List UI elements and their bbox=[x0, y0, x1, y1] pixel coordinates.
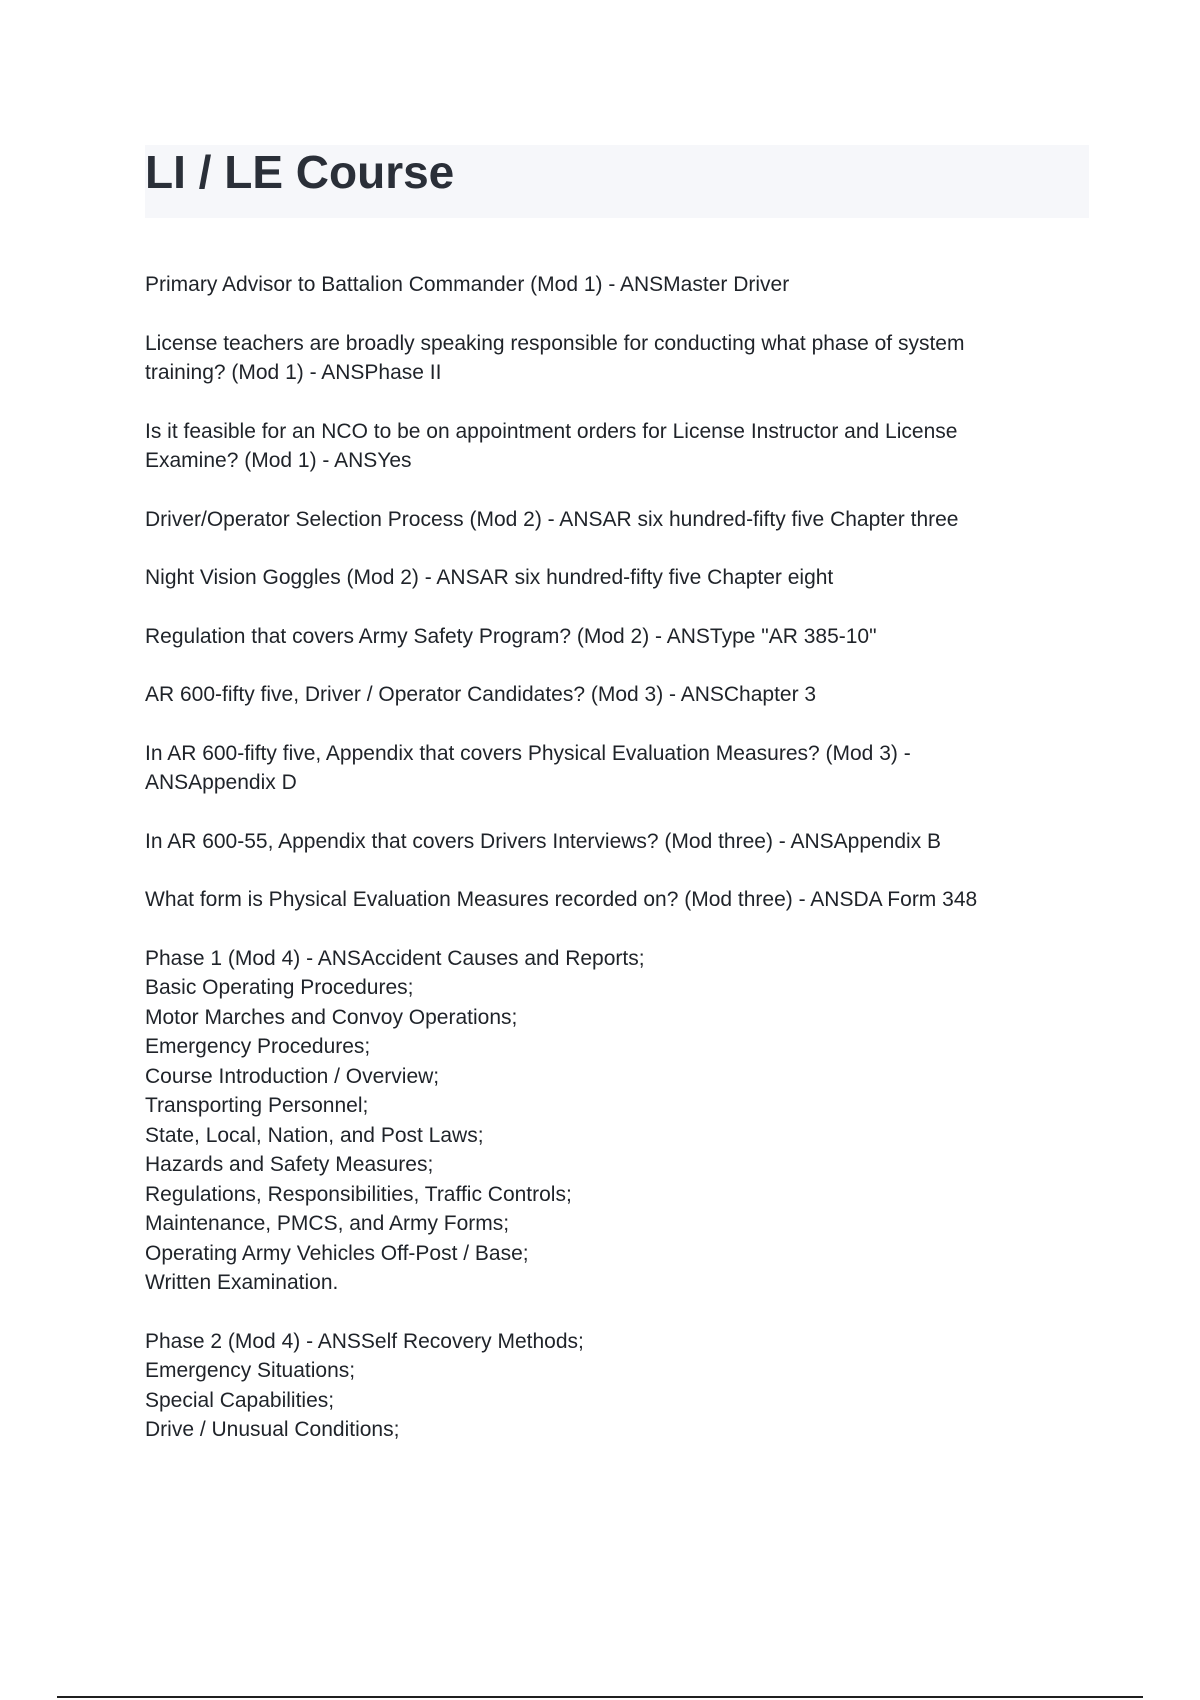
phase-2-line: Drive / Unusual Conditions; bbox=[145, 1418, 400, 1441]
phase-1-line: Course Introduction / Overview; bbox=[145, 1064, 440, 1088]
bottom-rule bbox=[57, 1696, 1143, 1698]
phase-1-line: Transporting Personnel; bbox=[145, 1094, 369, 1117]
qa-item: License teachers are broadly speaking responsible for conducting what phase of system training? (Mod 1) - ANSPhase II bbox=[145, 331, 965, 384]
qa-item: In AR 600-fifty five, Appendix that covers Physical Evaluation Measures? (Mod 3) - ANSAppendix D bbox=[145, 741, 911, 794]
phase-2-line: Emergency Situations; bbox=[145, 1359, 356, 1382]
qa-item: Night Vision Goggles (Mod 2) - ANSAR six hundred-fifty five Chapter eight bbox=[145, 566, 834, 589]
phase-1-line: State, Local, Nation, and Post Laws; bbox=[145, 1123, 484, 1147]
qa-item-phase-1 bbox=[145, 944, 1045, 1298]
qa-item: Primary Advisor to Battalion Commander (Mod 1) - ANSMaster Driver bbox=[145, 273, 790, 296]
qa-item: Driver/Operator Selection Process (Mod 2) - ANSAR six hundred-fifty five Chapter three bbox=[145, 507, 959, 531]
phase-1-line: Motor Marches and Convoy Operations; bbox=[145, 1005, 518, 1029]
page-title: LI / LE Course bbox=[145, 146, 455, 198]
qa-item: Is it feasible for an NCO to be on appointment orders for License Instructor and License Examine? (Mod 1) - ANSYes bbox=[145, 419, 958, 472]
phase-1-line: Written Examination. bbox=[145, 1271, 339, 1294]
qa-list bbox=[145, 270, 1045, 1474]
qa-item-phase-2 bbox=[145, 1327, 1045, 1445]
phase-2-line: Phase 2 (Mod 4) - ANSSelf Recovery Methods; bbox=[145, 1329, 584, 1353]
phase-1-line: Regulations, Responsibilities, Traffic Controls; bbox=[145, 1182, 572, 1206]
phase-1-line: Basic Operating Procedures; bbox=[145, 976, 414, 999]
phase-1-line: Emergency Procedures; bbox=[145, 1035, 371, 1058]
phase-2-line: Special Capabilities; bbox=[145, 1388, 335, 1412]
qa-item: What form is Physical Evaluation Measures recorded on? (Mod three) - ANSDA Form 348 bbox=[145, 888, 978, 911]
phase-1-line: Maintenance, PMCS, and Army Forms; bbox=[145, 1212, 510, 1235]
phase-1-line: Hazards and Safety Measures; bbox=[145, 1153, 434, 1176]
phase-1-line: Operating Army Vehicles Off-Post / Base; bbox=[145, 1241, 529, 1265]
qa-item: Regulation that covers Army Safety Program? (Mod 2) - ANSType "AR 385-10" bbox=[145, 624, 877, 648]
qa-item: AR 600-fifty five, Driver / Operator Candidates? (Mod 3) - ANSChapter 3 bbox=[145, 683, 817, 706]
phase-1-line: Phase 1 (Mod 4) - ANSAccident Causes and Reports; bbox=[145, 946, 645, 970]
qa-item: In AR 600-55, Appendix that covers Drivers Interviews? (Mod three) - ANSAppendix B bbox=[145, 829, 942, 853]
